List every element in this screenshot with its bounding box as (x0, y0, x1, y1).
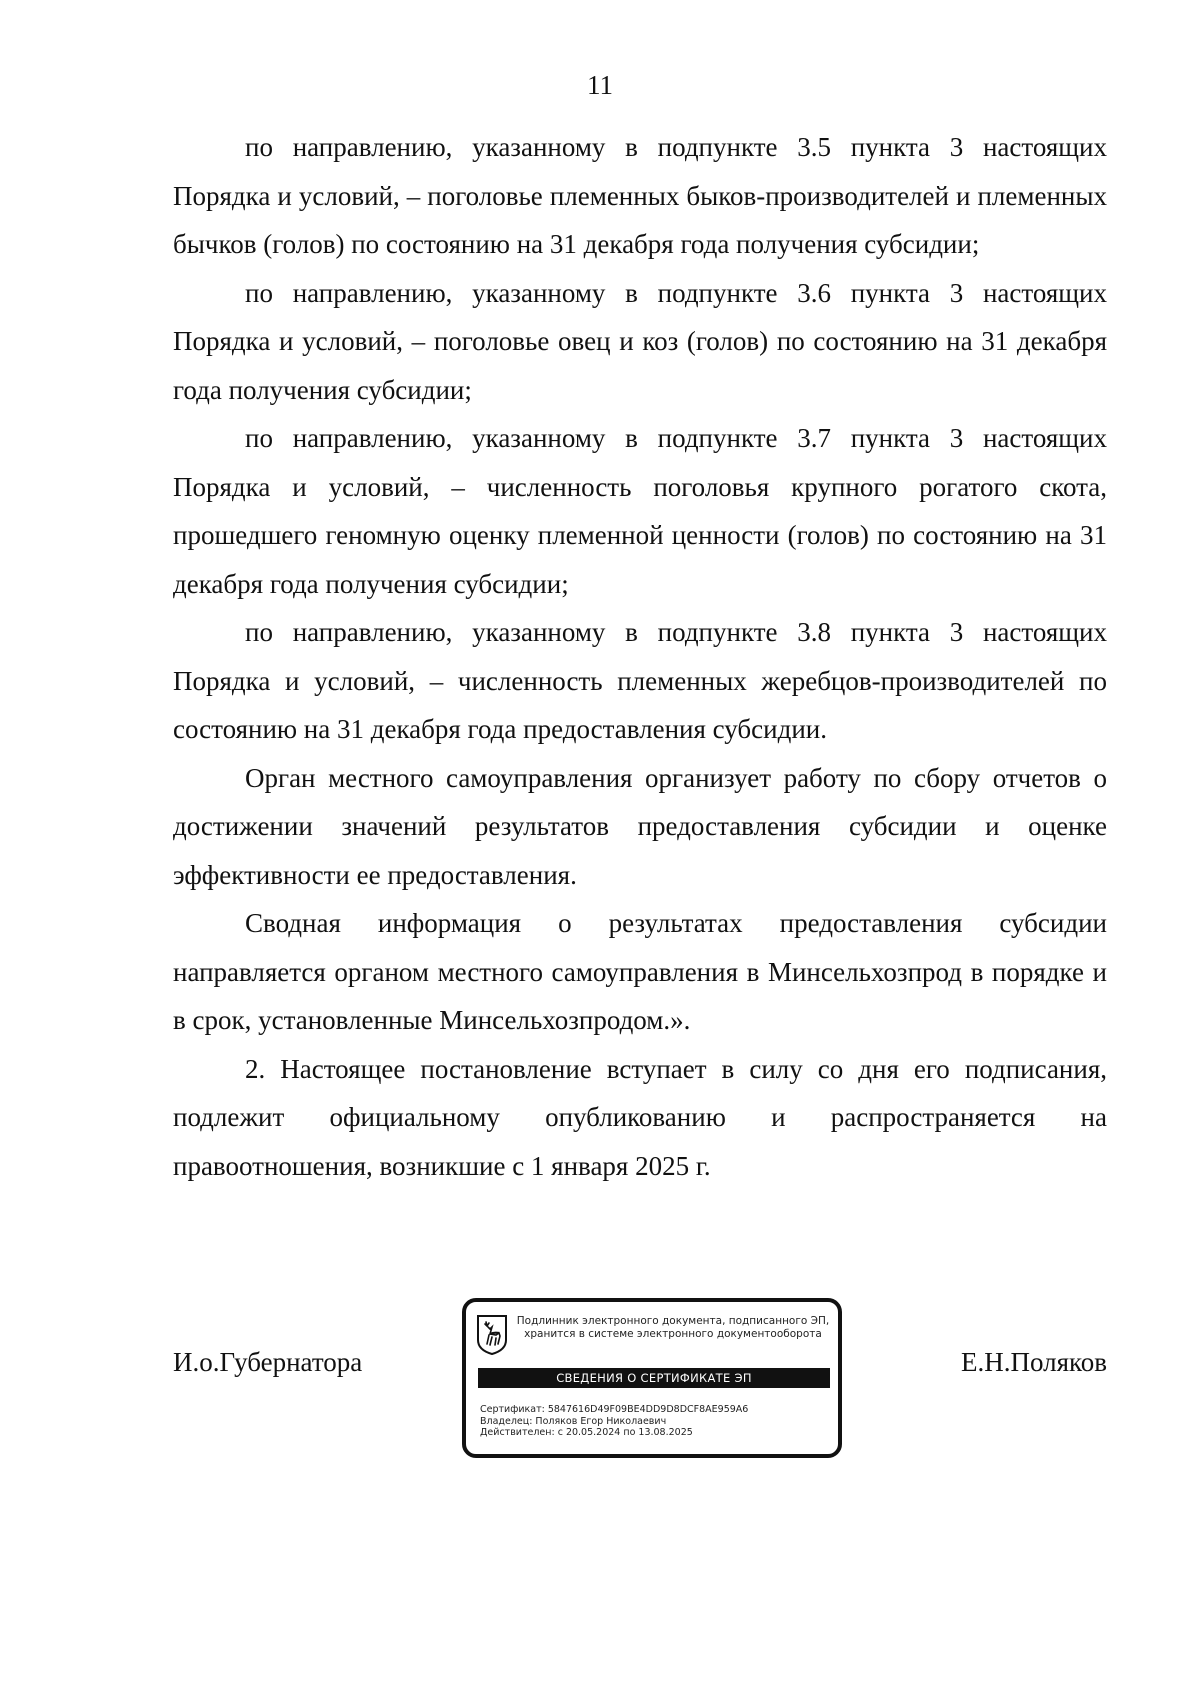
paragraph-subsection-3-5: по направлению, указанному в подпункте 3.5 пункта 3 настоящих Порядка и условий, – поголовье племенных быков-производителей и племенных бычков (голов) по состоянию на 31 декабря года получения субсидии; (173, 132, 1107, 259)
paragraph-reporting: Орган местного самоуправления организует работу по сбору отчетов о достижении значений результатов предоставления субсидии и оценке эффективности ее предоставления. (173, 762, 1107, 890)
stamp-header-line-2: хранится в системе электронного документооборота (524, 1328, 822, 1340)
paragraph-summary-info: Сводная информация о результатах предоставления субсидии направляется органом местного самоуправления в Минсельхозпрод в порядке и в срок, установленные Минсельхозпродом.». (173, 908, 1107, 1035)
stamp-title-bar: СВЕДЕНИЯ О СЕРТИФИКАТЕ ЭП (478, 1368, 830, 1388)
certificate-validity: Действителен: с 20.05.2024 по 13.08.2025 (480, 1427, 693, 1438)
certificate-owner: Владелец: Поляков Егор Николаевич (480, 1415, 667, 1427)
paragraph-effective-date: 2. Настоящее постановление вступает в силу со дня его подписания, подлежит официальному опубликованию и распространяется на правоотношения, возникшие с 1 января 2025 г. (173, 1053, 1107, 1181)
signatory-name: Е.Н.Поляков (960, 1347, 1107, 1377)
paragraph-subsection-3-7: по направлению, указанному в подпункте 3.7 пункта 3 настоящих Порядка и условий, – численность поголовья крупного рогатого скота, прошедшего геномную оценку племенной ценности (голов) по состоянию на 31 декабря года получения субсидии; (173, 423, 1107, 599)
paragraph-subsection-3-6: по направлению, указанному в подпункте 3.6 пункта 3 настоящих Порядка и условий, – поголовье овец и коз (голов) по состоянию на 31 декабря года получения субсидии; (173, 277, 1107, 405)
stamp-header-line-1: Подлинник электронного документа, подписанного ЭП, (516, 1315, 830, 1327)
electronic-signature-stamp (462, 1298, 842, 1458)
page-number: 11 (587, 70, 613, 100)
document-body (173, 123, 1107, 1190)
deer-coat-of-arms-icon (476, 1314, 508, 1356)
signatory-position: И.о.Губернатора (173, 1347, 363, 1377)
paragraph-subsection-3-8: по направлению, указанному в подпункте 3.8 пункта 3 настоящих Порядка и условий, – численность племенных жеребцов-производителей по состоянию на 31 декабря года предоставления субсидии. (173, 617, 1107, 744)
stamp-header (514, 1315, 832, 1341)
certificate-number: Сертификат: 5847616D49F09BE4DD9D8DCF8AE959A6 (480, 1404, 749, 1415)
certificate-details (480, 1404, 830, 1439)
